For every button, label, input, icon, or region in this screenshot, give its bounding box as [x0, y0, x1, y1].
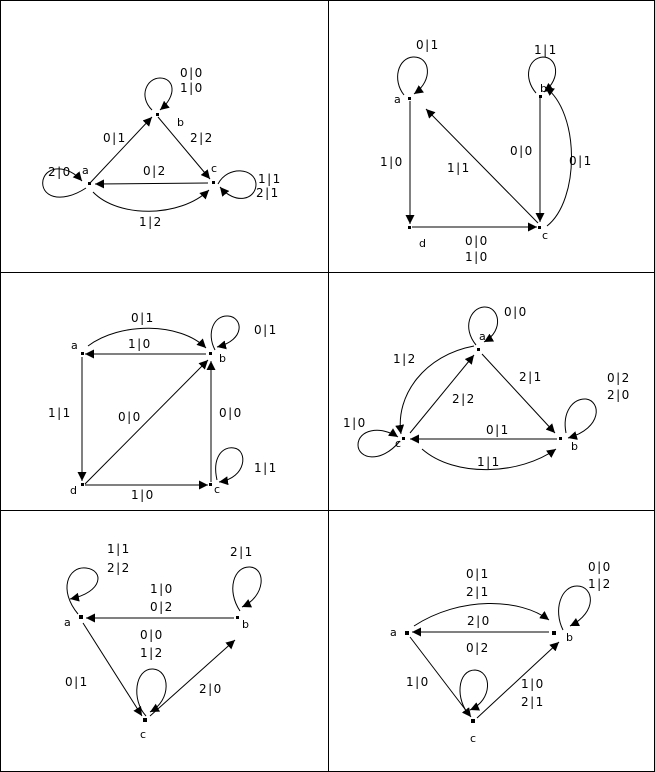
- node-label-c: c: [395, 437, 402, 450]
- diagram-panel-6: [390, 560, 612, 745]
- node-label-a: a: [390, 626, 397, 639]
- node-label-b: b: [177, 116, 184, 129]
- edge-label: 0|1: [131, 311, 155, 325]
- node-label-b: b: [566, 631, 573, 644]
- node-label-b: b: [219, 352, 226, 365]
- edge-label: 0|0: [180, 66, 204, 80]
- edge-a-c: [83, 623, 142, 716]
- edge-label: 1|0: [406, 675, 430, 689]
- edge-label: 0|1: [103, 131, 127, 145]
- edge-label: 1|2: [588, 577, 612, 591]
- loop-c: [216, 448, 243, 482]
- edge-label: 1|0: [131, 488, 155, 502]
- edge-c-a: [95, 183, 208, 184]
- node-b: [539, 95, 542, 98]
- edge-label: 0|0: [118, 410, 142, 424]
- edge-label: 2|0: [48, 165, 72, 179]
- node-c: [209, 483, 212, 486]
- diagram-panel-4: [343, 305, 631, 470]
- edge-label: 2|1: [466, 585, 490, 599]
- node-b: [236, 616, 239, 619]
- node-label-b: b: [571, 440, 578, 453]
- edge-label: 0|1: [254, 323, 278, 337]
- edge-label: 0|1: [486, 423, 510, 437]
- edge-label: 2|0: [467, 614, 491, 628]
- edge-label: 2|0: [607, 388, 631, 402]
- edge-label: 0|1: [466, 567, 490, 581]
- loop-c: [137, 669, 166, 716]
- node-a: [408, 97, 411, 100]
- loop-a: [398, 57, 428, 95]
- edge-label: 0|1: [65, 675, 89, 689]
- loop-c: [218, 171, 256, 199]
- loop-c: [358, 430, 400, 457]
- edge-label: 2|1: [256, 186, 280, 200]
- node-label-c: c: [542, 229, 549, 242]
- edge-label: 1|1: [254, 461, 278, 475]
- edge-label: 1|1: [477, 455, 501, 469]
- edge-label: 1|1: [534, 43, 558, 57]
- node-label-c: c: [470, 732, 477, 745]
- node-label-a: a: [394, 93, 401, 106]
- edge-label: 1|0: [380, 155, 404, 169]
- diagram-panel-2: [380, 38, 593, 264]
- edge-label: 1|0: [465, 250, 489, 264]
- node-c: [143, 718, 147, 722]
- node-label-a: a: [82, 164, 89, 177]
- node-c: [538, 226, 541, 229]
- edge-label: 1|0: [128, 337, 152, 351]
- edge-label: 0|2: [607, 371, 631, 385]
- loop-b: [559, 586, 591, 630]
- edge-label: 2|1: [519, 370, 543, 384]
- edge-label: 0|0: [140, 628, 164, 642]
- node-a: [477, 348, 480, 351]
- edge-d-b: [85, 360, 208, 484]
- node-b: [209, 352, 212, 355]
- node-label-b: b: [540, 82, 547, 95]
- node-d: [81, 483, 84, 486]
- edge-label: 1|0: [521, 677, 545, 691]
- edge-c-a: [426, 109, 538, 223]
- node-b: [552, 631, 556, 635]
- loop-b: [565, 399, 596, 438]
- edge-label: 0|2: [143, 164, 167, 178]
- node-label-a: a: [64, 616, 71, 629]
- edge-label: 1|1: [258, 172, 282, 186]
- node-a: [88, 182, 91, 185]
- edge-label: 0|0: [465, 234, 489, 248]
- edge-label: 1|1: [107, 542, 131, 556]
- edge-label: 0|2: [150, 600, 174, 614]
- loop-b: [233, 567, 261, 611]
- node-label-c: c: [211, 162, 218, 175]
- node-a: [79, 615, 83, 619]
- diagram-panel-5: [64, 542, 261, 741]
- node-label-c: c: [214, 483, 221, 496]
- node-label-c: c: [140, 728, 147, 741]
- node-label-b: b: [242, 618, 249, 631]
- edge-label: 0|0: [588, 560, 612, 574]
- loop-b: [211, 316, 239, 350]
- edge-label: 1|0: [150, 582, 174, 596]
- edge-label: 1|0: [180, 81, 204, 95]
- node-label-d: d: [70, 484, 77, 497]
- node-d: [408, 226, 411, 229]
- edge-c-b: [545, 87, 572, 226]
- edge-label: 0|2: [466, 641, 490, 655]
- edge-label: 2|0: [199, 682, 223, 696]
- edge-label: 2|2: [452, 392, 476, 406]
- diagram-panel-1: [43, 66, 282, 229]
- edge-label: 2|1: [230, 545, 254, 559]
- edge-label: 2|2: [107, 561, 131, 575]
- loop-b: [145, 78, 172, 110]
- edge-label: 2|2: [190, 131, 214, 145]
- node-b: [559, 437, 562, 440]
- edge-label: 1|2: [393, 352, 417, 366]
- edge-label: 0|0: [219, 406, 243, 420]
- edge-label: 1|0: [343, 416, 367, 430]
- node-c: [471, 719, 475, 723]
- node-c: [212, 181, 215, 184]
- edge-label: 0|1: [569, 154, 593, 168]
- edge-label: 1|1: [447, 161, 471, 175]
- loop-c: [460, 670, 488, 716]
- node-c: [402, 437, 405, 440]
- node-b: [156, 113, 159, 116]
- node-a: [81, 352, 84, 355]
- node-label-a: a: [71, 339, 78, 352]
- edge-label: 0|0: [504, 305, 528, 319]
- edge-a-b: [482, 354, 555, 433]
- node-label-a: a: [479, 330, 486, 343]
- diagram-panel-3: [48, 311, 278, 502]
- node-label-d: d: [419, 237, 426, 250]
- edge-label: 1|2: [140, 646, 164, 660]
- edge-label: 1|1: [48, 406, 72, 420]
- edge-label: 2|1: [521, 695, 545, 709]
- edge-label: 1|2: [139, 215, 163, 229]
- edge-label: 0|1: [416, 38, 440, 52]
- node-a: [405, 631, 409, 635]
- edge-label: 0|0: [510, 144, 534, 158]
- edge-a-c: [93, 190, 209, 211]
- loop-a: [67, 568, 98, 614]
